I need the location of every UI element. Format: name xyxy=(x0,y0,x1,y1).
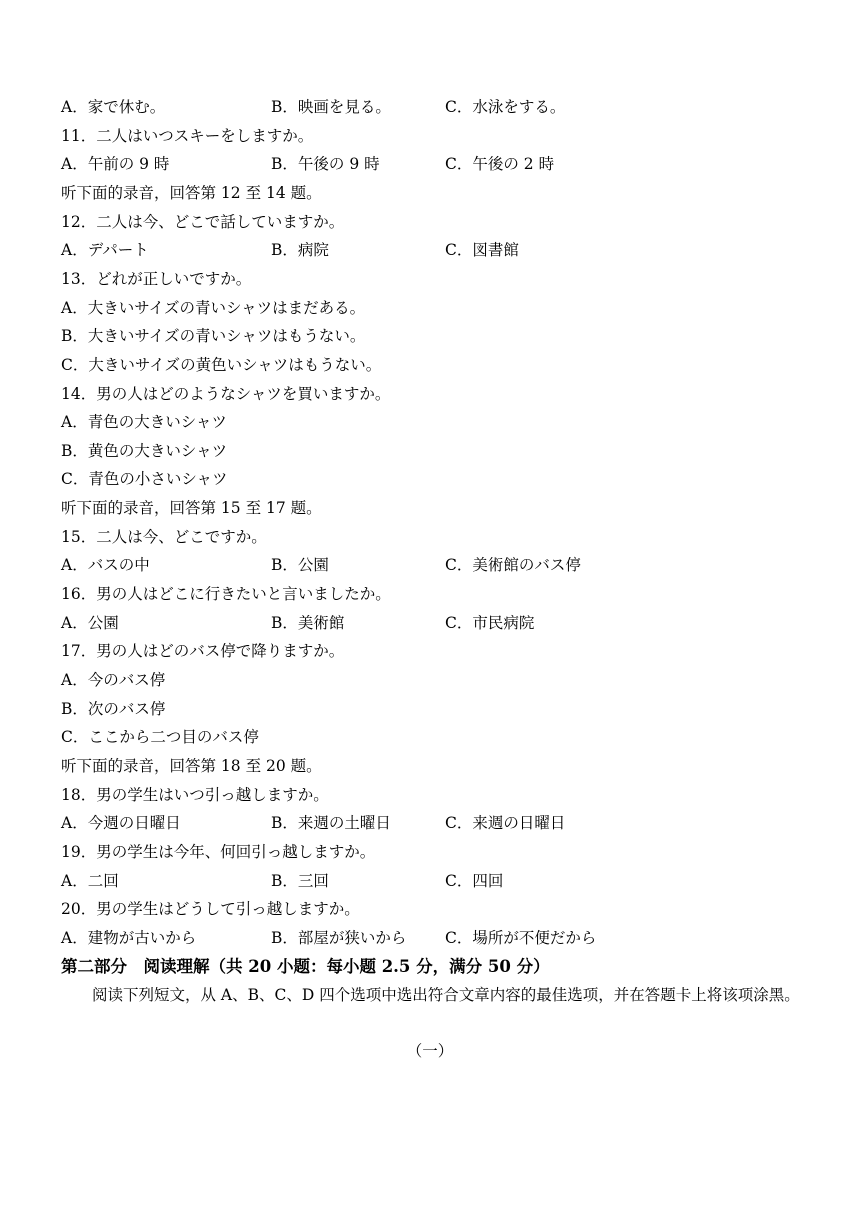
answer-option: B．来週の土曜日 xyxy=(271,814,391,833)
answer-option: A．青色の大きいシャツ xyxy=(61,413,227,432)
question-text: 听下面的录音，回答第 12 至 14 题。 xyxy=(61,183,322,202)
answer-option: C．来週の日曜日 xyxy=(445,814,566,833)
answer-option: C．市民病院 xyxy=(445,613,535,632)
answer-option: C．ここから二つ目のバス停 xyxy=(61,728,259,747)
answer-option: A．デパート xyxy=(61,241,149,260)
answer-option: C．水泳をする。 xyxy=(445,98,566,116)
passage-marker: （一） xyxy=(406,1042,454,1060)
question-text: 听下面的录音，回答第 15 至 17 题。 xyxy=(61,499,322,518)
answer-option: B．公園 xyxy=(271,556,329,575)
question-text: 14．男の人はどのようなシャツを買いますか。 xyxy=(61,384,391,403)
question-text: 12．二人は今、どこで話していますか。 xyxy=(61,212,345,231)
question-text: 11．二人はいつスキーをしますか。 xyxy=(61,126,314,145)
answer-option: B．部屋が狭いから xyxy=(271,928,407,947)
answer-option: B．病院 xyxy=(271,241,329,260)
answer-option: C．美術館のバス停 xyxy=(445,556,581,575)
answer-option: A．大きいサイズの青いシャツはまだある。 xyxy=(61,298,366,317)
question-text: 18．男の学生はいつ引っ越しますか。 xyxy=(61,785,329,804)
answer-option: B．大きいサイズの青いシャツはもうない。 xyxy=(61,327,366,346)
answer-option: B．美術館 xyxy=(271,613,345,632)
section-heading: 第二部分 阅读理解（共 20 小题：每小题 2.5 分，满分 50 分） xyxy=(61,957,550,976)
answer-option: C．青色の小さいシャツ xyxy=(61,470,228,489)
answer-option: C．四回 xyxy=(445,871,504,890)
answer-option: B．次のバス停 xyxy=(61,699,166,718)
question-text: 15．二人は今、どこですか。 xyxy=(61,527,267,546)
answer-option: C．午後の 2 時 xyxy=(445,155,555,174)
answer-option: A．バスの中 xyxy=(61,556,150,575)
answer-option: C．場所が不便だから xyxy=(445,928,597,947)
answer-option: A．今のバス停 xyxy=(61,671,166,689)
answer-option: A．二回 xyxy=(61,871,119,890)
answer-option: A．公園 xyxy=(61,613,119,632)
question-text: 13．どれが正しいですか。 xyxy=(61,269,252,288)
answer-option: A．建物が古いから xyxy=(61,928,197,947)
answer-option: A．家で休む。 xyxy=(61,98,166,116)
answer-option: B．黄色の大きいシャツ xyxy=(61,441,228,460)
question-text: 17．男の人はどのバス停で降りますか。 xyxy=(61,642,345,661)
question-text: 16．男の人はどこに行きたいと言いましたか。 xyxy=(61,585,391,603)
answer-option: A．午前の 9 時 xyxy=(61,155,170,174)
answer-option: B．三回 xyxy=(271,871,329,890)
answer-option: C．図書館 xyxy=(445,241,519,260)
answer-option: A．今週の日曜日 xyxy=(61,814,181,833)
answer-option: B．午後の 9 時 xyxy=(271,155,380,174)
instructions-paragraph: 阅读下列短文，从 A、B、C、D 四个选项中选出符合文章内容的最佳选项，并在答题卡上将该项涂黑。 xyxy=(92,986,800,1004)
question-text: 20．男の学生はどうして引っ越しますか。 xyxy=(61,900,360,919)
answer-option: C．大きいサイズの黄色いシャツはもうない。 xyxy=(61,355,382,374)
question-text: 19．男の学生は今年、何回引っ越しますか。 xyxy=(61,842,376,861)
answer-option: B．映画を見る。 xyxy=(271,98,391,116)
question-text: 听下面的录音，回答第 18 至 20 题。 xyxy=(61,756,322,775)
